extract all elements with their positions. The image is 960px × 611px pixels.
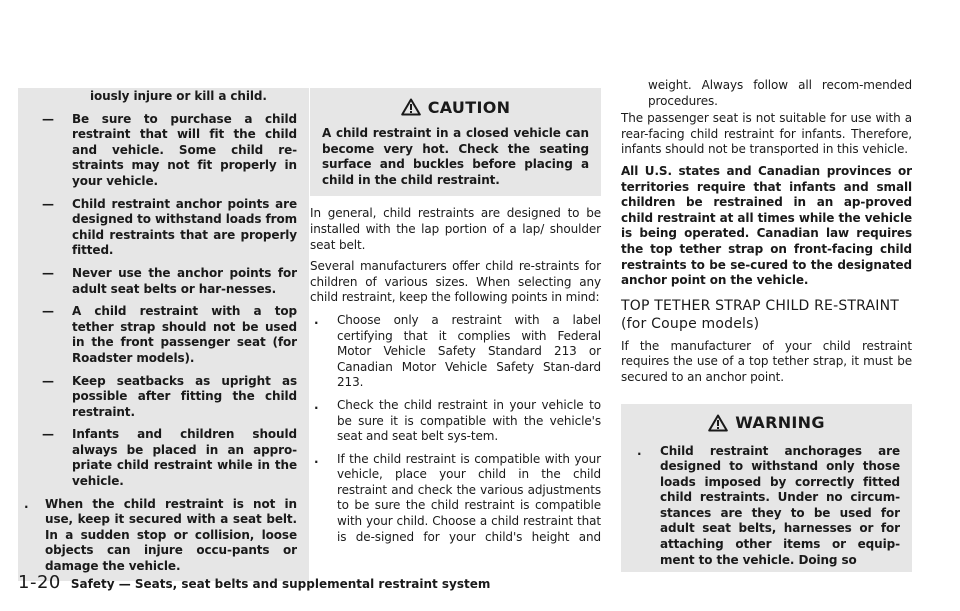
dash-item: — Never use the anchor points for adult seat belts or har-nesses. — [42, 265, 297, 296]
warning-title: WARNING — [735, 413, 825, 432]
page-footer — [18, 572, 490, 593]
paragraph: If the manufacturer of your child restraint requires the use of a top tether strap, it must be secured to an anchor point. — [621, 338, 912, 384]
dash-item: — Be sure to purchase a child restraint that will fit the child and vehicle. Some child re-straints may not fit properly in your vehicle. — [42, 111, 297, 188]
left-column — [18, 88, 309, 581]
paragraph-bold: All U.S. states and Canadian provinces or territories require that infants and small children be restrained in an ap-proved child restraint at all times while the vehicle is being operated. Canadian law requires the top tether strap on front-facing child restraints to be se-cured to the designated anchor point on the vehicle. — [621, 163, 912, 288]
bullet-item: . Child restraint anchorages are designed to withstand only those loads imposed by correctly fitted child restraints. Under no circum-stances are they to be used for adult seat belts, harnesses or for attaching other items or equip-ment to the vehicle. Doing so — [637, 443, 900, 567]
section-heading: TOP TETHER STRAP CHILD RE-STRAINT (for Coupe models) — [621, 297, 900, 332]
warning-triangle-icon — [708, 414, 728, 432]
bullet-item: . If the child restraint is compatible with your vehicle, place your child in the child restraint and check the various adjustments to be sure the child restraint is compatible with your child. Choose a child restraint that is de-signed for your child's height and — [314, 451, 601, 544]
continued-line: iously injure or kill a child. — [90, 89, 267, 103]
paragraph: The passenger seat is not suitable for use with a rear-facing child restraint for infants. Therefore, infants should not be transported in this vehicle. — [621, 111, 912, 157]
paragraph: In general, child restraints are designed to be installed with the lap portion of a lap/ shoulder seat belt. — [310, 206, 601, 252]
caution-box — [310, 88, 601, 196]
footer-section-title: Safety — Seats, seat belts and supplemental restraint system — [70, 577, 491, 591]
caution-header — [322, 88, 589, 126]
bullet-item: . When the child restraint is not in use, keep it secured with a seat belt. In a sudden stop or collision, loose objects can injure occu-pants or damage the vehicle. — [24, 496, 297, 574]
caution-title: CAUTION — [427, 97, 511, 117]
warning-continuation-box — [18, 88, 309, 581]
right-column — [621, 78, 912, 572]
paragraph: Several manufacturers offer child re-straints for children of various sizes. When selecting any child restraint, keep the following points in mind: — [310, 259, 601, 305]
dash-item: — A child restraint with a top tether strap should not be used in the front passenger seat (for Roadster models). — [42, 304, 297, 365]
warning-box — [621, 404, 912, 573]
dash-item: — Keep seatbacks as upright as possible after fitting the child restraint. — [42, 373, 297, 419]
bullet-item: . Check the child restraint in your vehicle to be sure it is compatible with the vehicle's seat and seat belt sys-tem. — [314, 397, 601, 444]
continued-bullet-text: weight. Always follow all recom-mended procedures. — [648, 78, 912, 108]
caution-text: A child restraint in a closed vehicle can become very hot. Check the seating surface and buckles before placing a child in the child restraint. — [322, 126, 589, 187]
page-number: 1-20 — [18, 572, 61, 593]
warning-triangle-icon — [401, 98, 421, 116]
dash-item: — Infants and children should always be placed in an appro-priate child restraint while in the vehicle. — [42, 427, 297, 489]
dash-item: — Child restraint anchor points are designed to withstand loads from child restraints that are properly fitted. — [42, 196, 297, 258]
middle-column — [310, 88, 601, 545]
warning-header — [633, 404, 900, 442]
bullet-item: . Choose only a restraint with a label certifying that it complies with Federal Motor Vehicle Safety Standard 213 or Canadian Motor Vehicle Safety Stan-dard 213. — [314, 312, 601, 390]
